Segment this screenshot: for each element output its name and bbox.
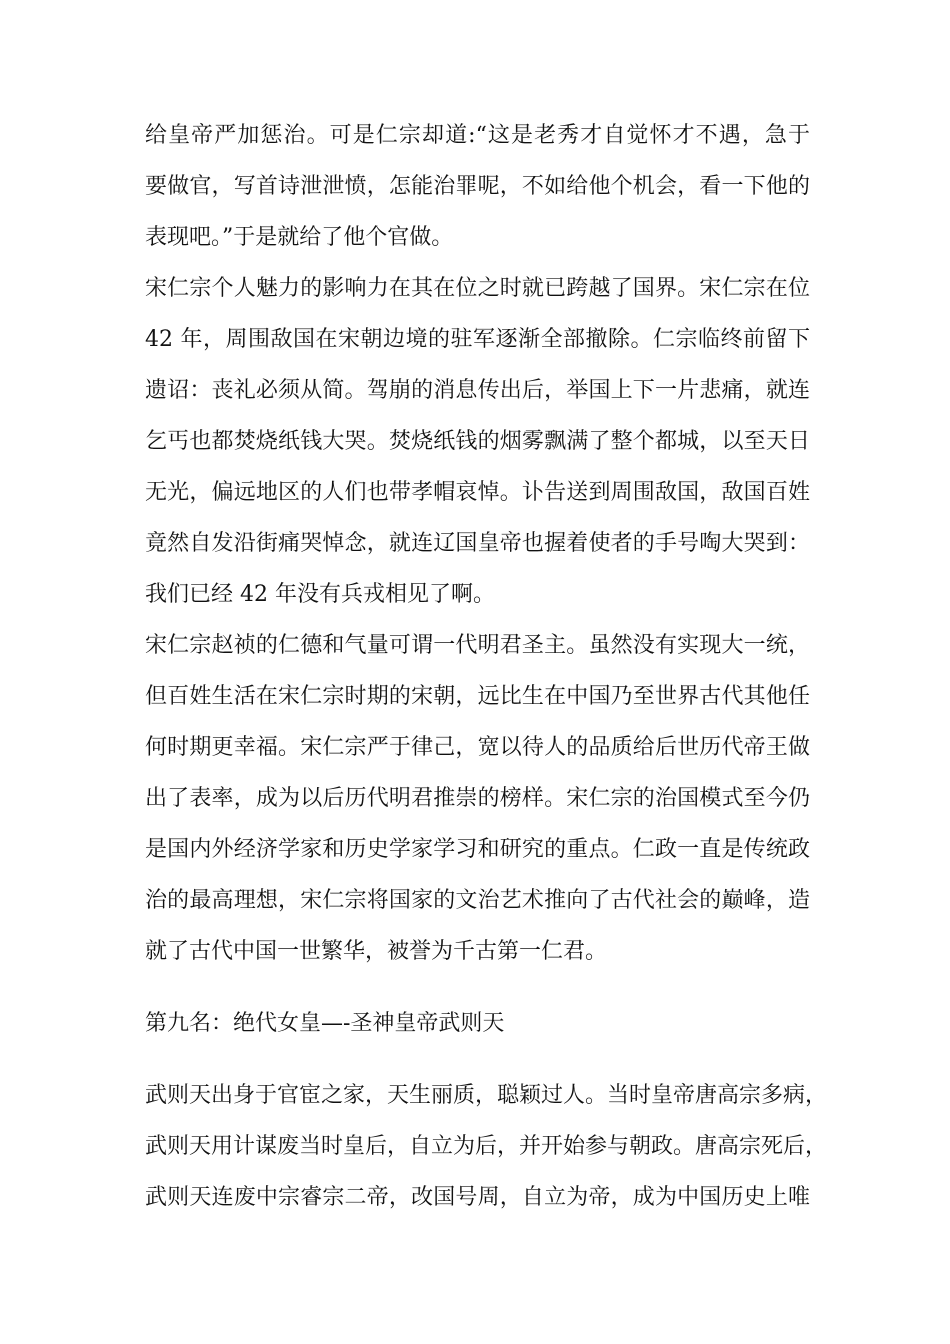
paragraph-wuzetian	[145, 1070, 828, 1223]
section-heading-text: 第九名：绝代女皇—-圣神皇帝武则天	[145, 1011, 505, 1036]
document-page	[145, 110, 828, 1223]
paragraph-renzong-virtue	[145, 620, 810, 977]
text-line: 要做官，写首诗泄泄愤，怎能治罪呢，不如给他个机会，看一下他的	[145, 174, 810, 199]
text-line: 42 年，周围敌国在宋朝边境的驻军逐渐全部撤除。仁宗临终前留下	[145, 327, 810, 352]
text-line: 武则天连废中宗睿宗二帝，改国号周，自立为帝，成为中国历史上唯	[145, 1185, 810, 1210]
text-line: 治的最高理想，宋仁宗将国家的文治艺术推向了古代社会的巅峰，造	[145, 888, 810, 913]
text-line: 遗诏：丧礼必须从简。驾崩的消息传出后，举国上下一片悲痛，就连	[145, 378, 810, 403]
text-line: 竟然自发沿街痛哭悼念，就连辽国皇帝也握着使者的手号啕大哭到：	[145, 531, 810, 556]
text-line: 宋仁宗个人魅力的影响力在其在位之时就已跨越了国界。宋仁宗在位	[145, 276, 810, 301]
text-line: 是国内外经济学家和历史学家学习和研究的重点。仁政一直是传统政	[145, 837, 810, 862]
text-line: 表现吧。”于是就给了他个官做。	[145, 225, 454, 250]
text-line: 何时期更幸福。宋仁宗严于律己，宽以待人的品质给后世历代帝王做	[145, 735, 810, 760]
text-line: 就了古代中国一世繁华，被誉为千古第一仁君。	[145, 939, 608, 964]
text-line: 给皇帝严加惩治。可是仁宗却道:“这是老秀才自觉怀才不遇，急于	[145, 123, 810, 148]
paragraph-renzong-pardon	[145, 110, 810, 263]
text-line: 但百姓生活在宋仁宗时期的宋朝，远比生在中国乃至世界古代其他任	[145, 684, 810, 709]
text-line: 出了表率，成为以后历代明君推崇的榜样。宋仁宗的治国模式至今仍	[145, 786, 810, 811]
text-line: 武则天出身于官宦之家，天生丽质，聪颖过人。当时皇帝唐高宗多病，	[145, 1083, 828, 1108]
section-heading	[145, 998, 810, 1049]
paragraph-renzong-influence	[145, 263, 810, 620]
text-line: 乞丐也都焚烧纸钱大哭。焚烧纸钱的烟雾飘满了整个都城，以至天日	[145, 429, 810, 454]
text-line: 无光，偏远地区的人们也带孝帽哀悼。讣告送到周围敌国，敌国百姓	[145, 480, 810, 505]
text-line: 武则天用计谋废当时皇后，自立为后，并开始参与朝政。唐高宗死后，	[145, 1134, 828, 1159]
text-line: 我们已经 42 年没有兵戎相见了啊。	[145, 582, 495, 607]
text-line: 宋仁宗赵祯的仁德和气量可谓一代明君圣主。虽然没有实现大一统，	[145, 633, 810, 658]
